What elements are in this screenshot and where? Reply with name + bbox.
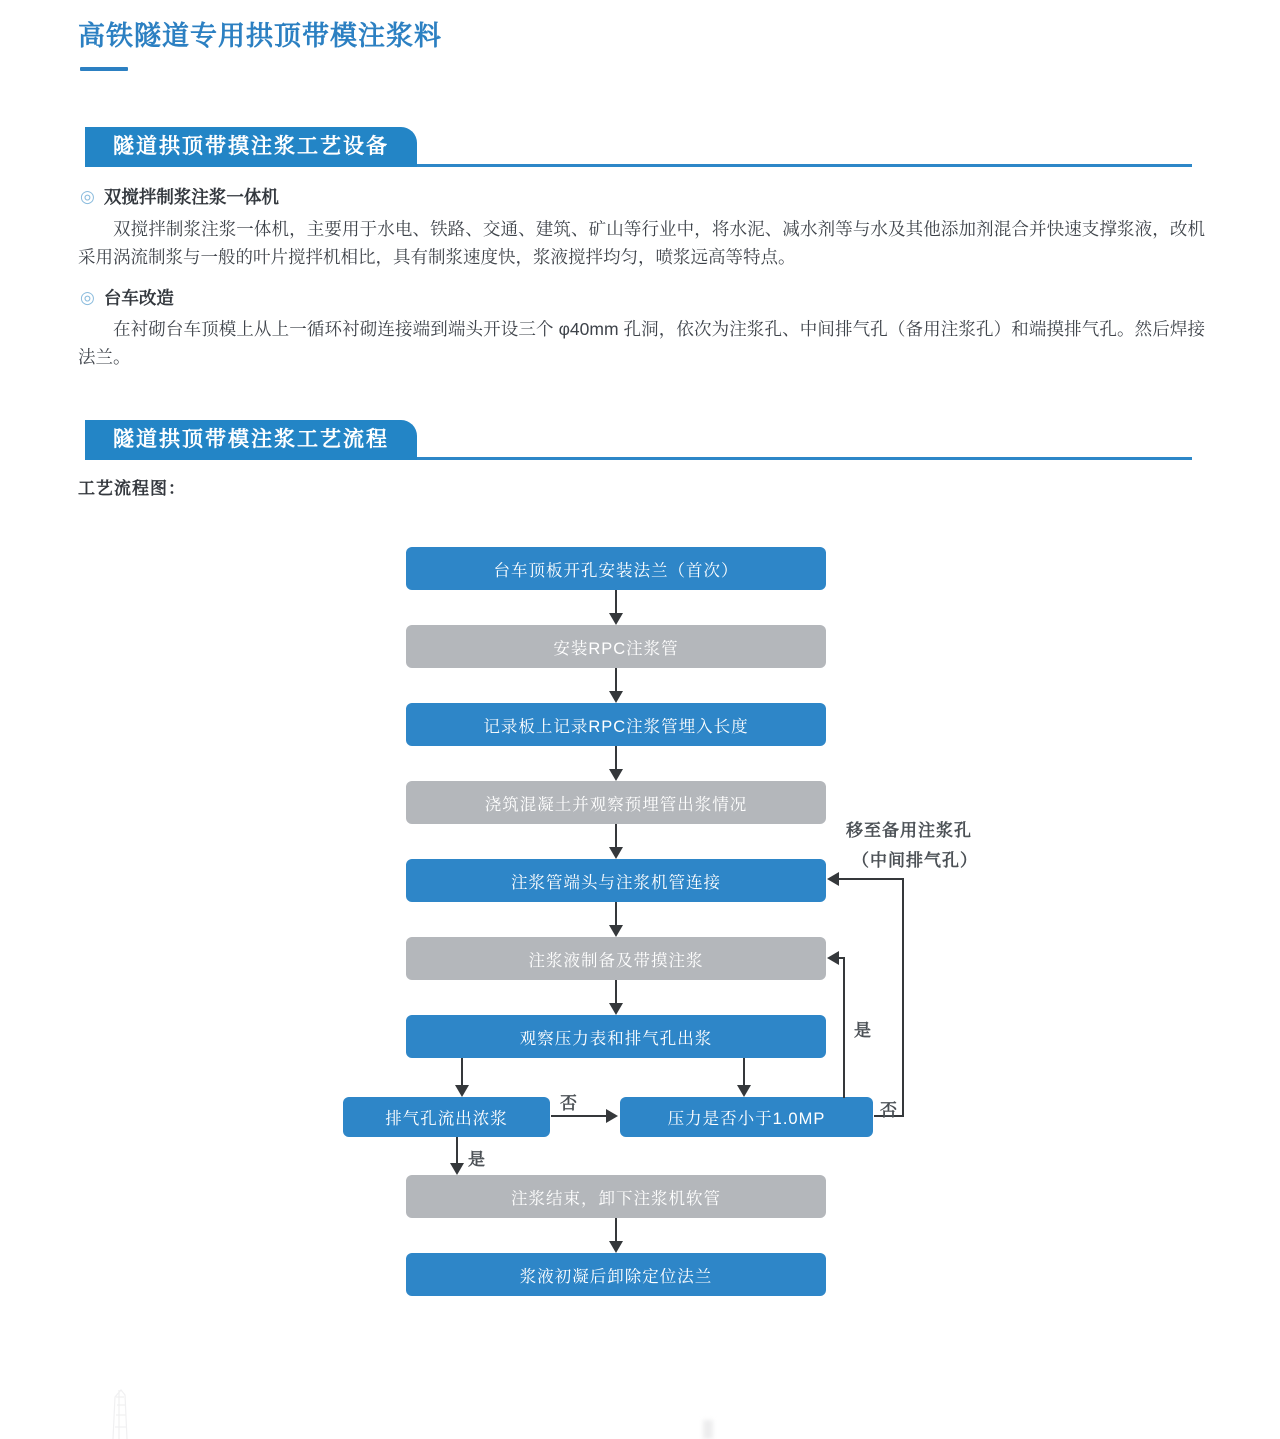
flow-node-record-pipe-length: 记录板上记录RPC注浆管埋入长度: [406, 703, 826, 746]
feedback-yes-line: [843, 957, 845, 1098]
arrow-down-icon: [609, 613, 623, 625]
page-smudge: [703, 1420, 713, 1439]
edge-label-move-to-backup-line1: 移至备用注浆孔: [846, 821, 972, 840]
feedback-no-line: [839, 878, 904, 880]
page-title: 高铁隧道专用拱顶带模注浆料: [78, 21, 442, 51]
flow-arrow-line: [615, 824, 617, 848]
double-circle-bullet-icon: ◎: [80, 288, 95, 307]
flow-node-pour-concrete-observe: 浇筑混凝土并观察预埋管出浆情况: [406, 781, 826, 824]
arrow-left-icon: [827, 951, 839, 965]
equipment-item-1-body: 双搅拌制浆注浆一体机，主要用于水电、铁路、交通、建筑、矿山等行业中，将水泥、减水剂等与水及其他添加剂混合并快速支撑浆液，改机采用涡流制浆与一般的叶片搅拌机相比，具有制浆速度快，浆液搅拌均匀，喷浆远高等特点。: [78, 219, 1205, 267]
arrow-down-icon: [609, 769, 623, 781]
feedback-no-line: [902, 878, 904, 1117]
flow-node-install-rpc-pipe: 安装RPC注浆管: [406, 625, 826, 668]
equipment-item-2-heading-row: [80, 285, 174, 310]
flow-node-vent-thick-slurry: 排气孔流出浓浆: [343, 1097, 550, 1137]
edge-label-yes: 是: [468, 1150, 486, 1169]
arrow-down-icon: [609, 925, 623, 937]
flow-node-prepare-slurry-grout: 注浆液制备及带摸注浆: [406, 937, 826, 980]
title-underline: [80, 67, 128, 71]
flow-arrow-line: [615, 902, 617, 926]
arrow-down-icon: [609, 1241, 623, 1253]
flow-diagram-caption: 工艺流程图：: [78, 479, 186, 498]
flow-arrow-line: [615, 1218, 617, 1242]
flow-arrow-line: [615, 980, 617, 1004]
edge-label-move-to-backup-line2: （中间排气孔）: [852, 851, 978, 870]
flow-arrow-line: [551, 1115, 608, 1117]
flow-arrow-line: [615, 668, 617, 692]
flow-node-open-hole-install-flange: 台车顶板开孔安装法兰（首次）: [406, 547, 826, 590]
arrow-down-icon: [609, 847, 623, 859]
equipment-item-1-heading-row: [80, 184, 279, 209]
arrow-right-icon: [606, 1109, 618, 1123]
equipment-item-2-body: 在衬砌台车顶模上从上一循环衬砌连接端到端头开设三个 φ40mm 孔洞，依次为注浆孔、中间排气孔（备用注浆孔）和端摸排气孔。然后焊接法兰。: [78, 319, 1205, 367]
flow-node-connect-grouting-machine: 注浆管端头与注浆机管连接: [406, 859, 826, 902]
section-header-process: 隧道拱顶带模注浆工艺流程: [85, 420, 417, 460]
flow-arrow-line: [743, 1058, 745, 1086]
flow-arrow-line: [615, 746, 617, 770]
arrow-down-icon: [450, 1163, 464, 1175]
flow-arrow-line: [615, 590, 617, 614]
watermark-building: [95, 1385, 165, 1439]
equipment-item-1-heading: 双搅拌制浆注浆一体机: [103, 187, 279, 207]
flow-arrow-line: [461, 1058, 463, 1086]
edge-label-yes-feedback: 是: [854, 1021, 872, 1040]
feedback-yes-line: [839, 957, 845, 959]
arrow-down-icon: [737, 1085, 751, 1097]
flow-node-grouting-finished: 注浆结束，卸下注浆机软管: [406, 1175, 826, 1218]
section-header-equipment: 隧道拱顶带摸注浆工艺设备: [85, 127, 417, 167]
edge-label-no: 否: [560, 1094, 578, 1113]
arrow-left-icon: [827, 872, 839, 886]
equipment-item-2-heading: 台车改造: [103, 288, 174, 308]
flow-arrow-line: [456, 1137, 458, 1164]
edge-label-no-feedback: 否: [880, 1101, 898, 1120]
double-circle-bullet-icon: ◎: [80, 187, 95, 206]
arrow-down-icon: [609, 691, 623, 703]
arrow-down-icon: [455, 1085, 469, 1097]
flow-node-observe-pressure-gauge: 观察压力表和排气孔出浆: [406, 1015, 826, 1058]
arrow-down-icon: [609, 1003, 623, 1015]
flow-node-pressure-check: 压力是否小于1.0MP: [620, 1097, 873, 1137]
flow-node-remove-flange: 浆液初凝后卸除定位法兰: [406, 1253, 826, 1296]
